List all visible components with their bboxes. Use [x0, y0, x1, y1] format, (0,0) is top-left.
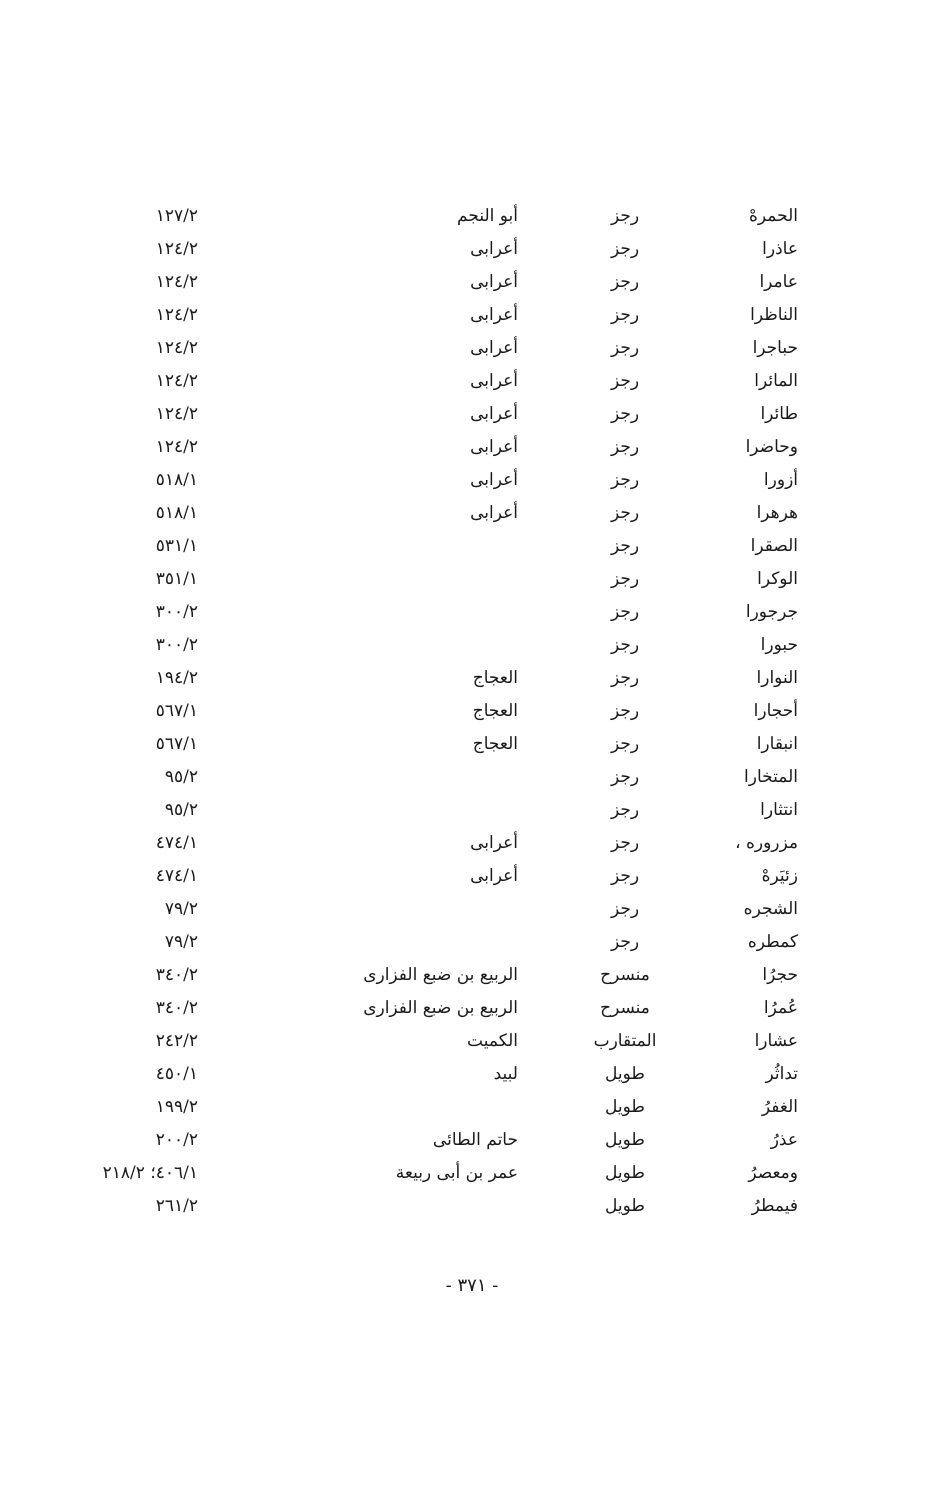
rhyme-word: عاذرا [762, 239, 798, 259]
meter-name: رجز [610, 272, 640, 292]
meter-name: رجز [610, 437, 640, 457]
poet-name: أعرابى [470, 404, 518, 424]
page-reference: ٥٦٧/١ [155, 701, 198, 721]
table-row [0, 233, 944, 266]
meter-name: منسرح [600, 965, 650, 985]
meter-name: رجز [610, 767, 640, 787]
rhyme-word: كمطره [747, 932, 798, 952]
table-row [0, 794, 944, 827]
table-row [0, 266, 944, 299]
table-row [0, 299, 944, 332]
page-reference: ٣٤٠/٢ [155, 965, 198, 985]
poet-name: أعرابى [470, 470, 518, 490]
page-reference: ٤٥٠/١ [155, 1064, 198, 1084]
meter-name: منسرح [600, 998, 650, 1018]
poet-name: أعرابى [470, 437, 518, 457]
table-row [0, 893, 944, 926]
rhyme-word: الحمرهْ [749, 206, 798, 226]
table-row [0, 926, 944, 959]
poet-name: أعرابى [470, 272, 518, 292]
poet-name: أعرابى [470, 305, 518, 325]
meter-name: طويل [605, 1163, 645, 1183]
page-reference: ٤٠٦/١؛ ٢١٨/٢ [102, 1163, 198, 1183]
page-reference: ٤٧٤/١ [155, 833, 198, 853]
meter-name: رجز [610, 734, 640, 754]
meter-name: رجز [610, 503, 640, 523]
poet-name: أعرابى [470, 833, 518, 853]
meter-name: رجز [610, 602, 640, 622]
page-reference: ٢٤٢/٢ [155, 1031, 198, 1051]
rhyme-word: انبقارا [756, 734, 798, 754]
meter-name: رجز [610, 800, 640, 820]
page-reference: ٥٣١/١ [155, 536, 198, 556]
table-row [0, 1091, 944, 1124]
table-row [0, 563, 944, 596]
poet-name: أعرابى [470, 338, 518, 358]
rhyme-word: المائرا [754, 371, 798, 391]
page-reference: ٣٥١/١ [155, 569, 198, 589]
page-reference: ١٢٤/٢ [155, 338, 198, 358]
table-row [0, 662, 944, 695]
meter-name: رجز [610, 635, 640, 655]
rhyme-word: أحجارا [753, 701, 798, 721]
page-reference: ٥٦٧/١ [155, 734, 198, 754]
page-reference: ٧٩/٢ [164, 932, 198, 952]
rhyme-word: هرهرا [756, 503, 798, 523]
page-reference: ٩٥/٢ [164, 800, 198, 820]
poet-name: العجاج [472, 701, 518, 721]
rhyme-word: عامرا [759, 272, 798, 292]
meter-name: رجز [610, 866, 640, 886]
meter-name: رجز [610, 470, 640, 490]
table-row [0, 728, 944, 761]
page-reference: ٣٤٠/٢ [155, 998, 198, 1018]
rhyme-word: فيمطرُ [751, 1196, 798, 1216]
table-row [0, 695, 944, 728]
rhyme-word: انتثارا [760, 800, 798, 820]
meter-name: المتقارب [593, 1031, 657, 1051]
table-row [0, 959, 944, 992]
page-reference: ٩٥/٢ [164, 767, 198, 787]
rhyme-word: تداثُر [765, 1064, 798, 1084]
page-reference: ٢٦١/٢ [155, 1196, 198, 1216]
meter-name: رجز [610, 899, 640, 919]
page-reference: ١٩٩/٢ [155, 1097, 198, 1117]
page-reference: ١٢٤/٢ [155, 437, 198, 457]
table-row [0, 1157, 944, 1190]
rhyme-word: زئيَرهْ [761, 866, 798, 886]
meter-name: طويل [605, 1097, 645, 1117]
table-row [0, 530, 944, 563]
rhyme-word: وحاضرا [745, 437, 798, 457]
rhyme-word: جرجورا [745, 602, 798, 622]
page-reference: ١٢٤/٢ [155, 305, 198, 325]
meter-name: رجز [610, 371, 640, 391]
rhyme-word: حبورا [760, 635, 798, 655]
rhyme-word: حجرُا [762, 965, 798, 985]
table-row [0, 332, 944, 365]
page-reference: ٤٧٤/١ [155, 866, 198, 886]
table-row [0, 596, 944, 629]
table-row [0, 365, 944, 398]
rhyme-word: مزروره ، [735, 833, 798, 853]
verse-index-table [0, 200, 944, 1223]
rhyme-word: المتخارا [744, 767, 798, 787]
meter-name: رجز [610, 338, 640, 358]
meter-name: طويل [605, 1064, 645, 1084]
meter-name: رجز [610, 536, 640, 556]
rhyme-word: عُمرُا [763, 998, 798, 1018]
table-row [0, 992, 944, 1025]
meter-name: رجز [610, 668, 640, 688]
table-row [0, 1190, 944, 1223]
table-row [0, 860, 944, 893]
page-reference: ١٢٤/٢ [155, 272, 198, 292]
meter-name: رجز [610, 833, 640, 853]
meter-name: رجز [610, 569, 640, 589]
poet-name: الكميت [467, 1031, 518, 1051]
poet-name: عمر بن أبى ربيعة [395, 1163, 518, 1183]
table-row [0, 398, 944, 431]
page-reference: ٣٠٠/٢ [155, 635, 198, 655]
poet-name: العجاج [472, 668, 518, 688]
table-row [0, 1025, 944, 1058]
rhyme-word: الشجره [743, 899, 798, 919]
page-number: - ٣٧١ - [445, 1275, 499, 1296]
table-row [0, 200, 944, 233]
poet-name: أعرابى [470, 503, 518, 523]
table-row [0, 1124, 944, 1157]
poet-name: أعرابى [470, 866, 518, 886]
rhyme-word: حباجرا [752, 338, 798, 358]
meter-name: رجز [610, 206, 640, 226]
page-reference: ٥١٨/١ [155, 503, 198, 523]
table-row [0, 761, 944, 794]
page-reference: ١٢٧/٢ [155, 206, 198, 226]
poet-name: أبو النجم [457, 206, 518, 226]
rhyme-word: أزورا [763, 470, 798, 490]
poet-name: حاتم الطائى [432, 1130, 518, 1150]
rhyme-word: النوارا [756, 668, 798, 688]
page-reference: ١٢٤/٢ [155, 371, 198, 391]
table-row [0, 629, 944, 662]
table-row [0, 431, 944, 464]
table-row [0, 1058, 944, 1091]
meter-name: رجز [610, 404, 640, 424]
page-reference: ٧٩/٢ [164, 899, 198, 919]
poet-name: أعرابى [470, 239, 518, 259]
page-reference: ٥١٨/١ [155, 470, 198, 490]
rhyme-word: عشارا [754, 1031, 798, 1051]
page-reference: ١٩٤/٢ [155, 668, 198, 688]
rhyme-word: الصقرا [750, 536, 798, 556]
meter-name: طويل [605, 1196, 645, 1216]
page-reference: ١٢٤/٢ [155, 404, 198, 424]
page-reference: ٣٠٠/٢ [155, 602, 198, 622]
table-row [0, 497, 944, 530]
poet-name: العجاج [472, 734, 518, 754]
table-row [0, 827, 944, 860]
rhyme-word: طائرا [760, 404, 798, 424]
rhyme-word: عذرُ [770, 1130, 798, 1150]
poet-name: لبيد [493, 1064, 518, 1084]
poet-name: الربيع بن ضبع الفزارى [363, 965, 518, 985]
meter-name: رجز [610, 239, 640, 259]
page-reference: ١٢٤/٢ [155, 239, 198, 259]
page-reference: ٢٠٠/٢ [155, 1130, 198, 1150]
rhyme-word: الوكرا [757, 569, 798, 589]
meter-name: رجز [610, 305, 640, 325]
meter-name: رجز [610, 932, 640, 952]
rhyme-word: ومعصرُ [748, 1163, 798, 1183]
meter-name: رجز [610, 701, 640, 721]
poet-name: أعرابى [470, 371, 518, 391]
rhyme-word: الغفرُ [761, 1097, 798, 1117]
table-row [0, 464, 944, 497]
poet-name: الربيع بن ضبع الفزارى [363, 998, 518, 1018]
meter-name: طويل [605, 1130, 645, 1150]
rhyme-word: الناظرا [750, 305, 798, 325]
